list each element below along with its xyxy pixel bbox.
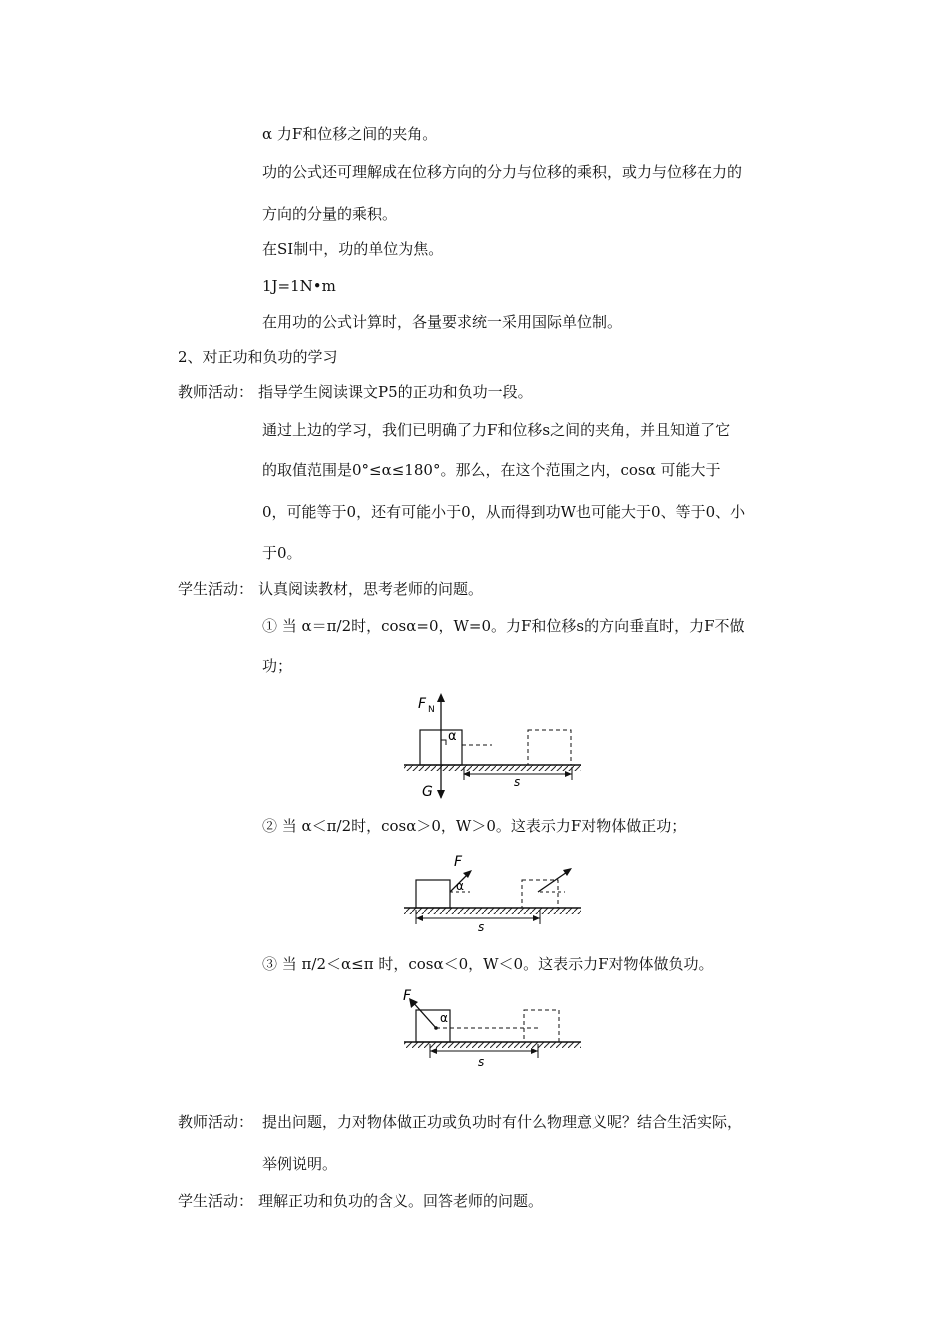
teacher-activity-label: 教师活动： bbox=[178, 1113, 254, 1131]
text-line: 通过上边的学习，我们已明确了力F和位移s之间的夹角，并且知道了它 bbox=[262, 421, 731, 439]
alpha-label: α bbox=[440, 1011, 448, 1025]
text-line: 提出问题，力对物体做正功或负功时有什么物理意义呢？结合生活实际， bbox=[262, 1113, 743, 1131]
student-activity-label: 学生活动： bbox=[178, 1192, 254, 1210]
dashed-block bbox=[524, 1010, 559, 1042]
text-line: 认真阅读教材，思考老师的问题。 bbox=[258, 580, 484, 598]
section-heading: 2、对正功和负功的学习 bbox=[178, 348, 338, 366]
text-line: 1J=1N•m bbox=[262, 277, 336, 295]
text-line: 0，可能等于0，还有可能小于0，从而得到功W也可能大于0、等于0、小 bbox=[262, 503, 746, 521]
text-line: ① 当 α＝π/2时，cosα=0，W=0。力F和位移s的方向垂直时，力F不做 bbox=[262, 617, 745, 635]
displacement-label: s bbox=[478, 1055, 485, 1069]
normal-force-subscript: N bbox=[428, 705, 435, 715]
dashed-block bbox=[522, 880, 558, 908]
text-line: 功的公式还可理解成在位移方向的分力与位移的乘积，或力与位移在力的 bbox=[262, 163, 743, 181]
displacement-label: s bbox=[478, 920, 485, 934]
figure-negative-work bbox=[400, 988, 585, 1070]
text-line: 举例说明。 bbox=[262, 1155, 338, 1173]
text-line: 在用功的公式计算时，各量要求统一采用国际单位制。 bbox=[262, 313, 623, 331]
force-label: F bbox=[403, 988, 412, 1004]
text-line: 在SI制中，功的单位为焦。 bbox=[262, 240, 444, 258]
figure-positive-work bbox=[400, 852, 585, 934]
text-line: 功； bbox=[262, 657, 293, 675]
student-activity-label: 学生活动： bbox=[178, 580, 254, 598]
alpha-label: α bbox=[456, 879, 464, 893]
dashed-block bbox=[528, 730, 571, 765]
text-line: α 力F和位移之间的夹角。 bbox=[262, 125, 438, 143]
text-line: ③ 当 π/2＜α≤π 时，cosα＜0，W＜0。这表示力F对物体做负功。 bbox=[262, 955, 714, 973]
text-line: 于0。 bbox=[262, 544, 302, 562]
text-line: ② 当 α＜π/2时，cosα＞0，W＞0。这表示力F对物体做正功； bbox=[262, 817, 687, 835]
block bbox=[416, 880, 450, 908]
text-line: 的取值范围是0°≤α≤180°。那么，在这个范围之内，cosα 可能大于 bbox=[262, 461, 721, 479]
figure-perpendicular-force bbox=[400, 688, 585, 803]
text-line: 方向的分量的乘积。 bbox=[262, 205, 398, 223]
normal-force-label: F bbox=[418, 696, 427, 712]
text-line: 指导学生阅读课文P5的正功和负功一段。 bbox=[258, 383, 533, 401]
gravity-label: G bbox=[422, 784, 433, 800]
alpha-label: α bbox=[448, 729, 457, 744]
displacement-label: s bbox=[514, 775, 521, 789]
text-line: 理解正功和负功的含义。回答老师的问题。 bbox=[258, 1192, 544, 1210]
teacher-activity-label: 教师活动： bbox=[178, 383, 254, 401]
force-label: F bbox=[454, 854, 463, 870]
